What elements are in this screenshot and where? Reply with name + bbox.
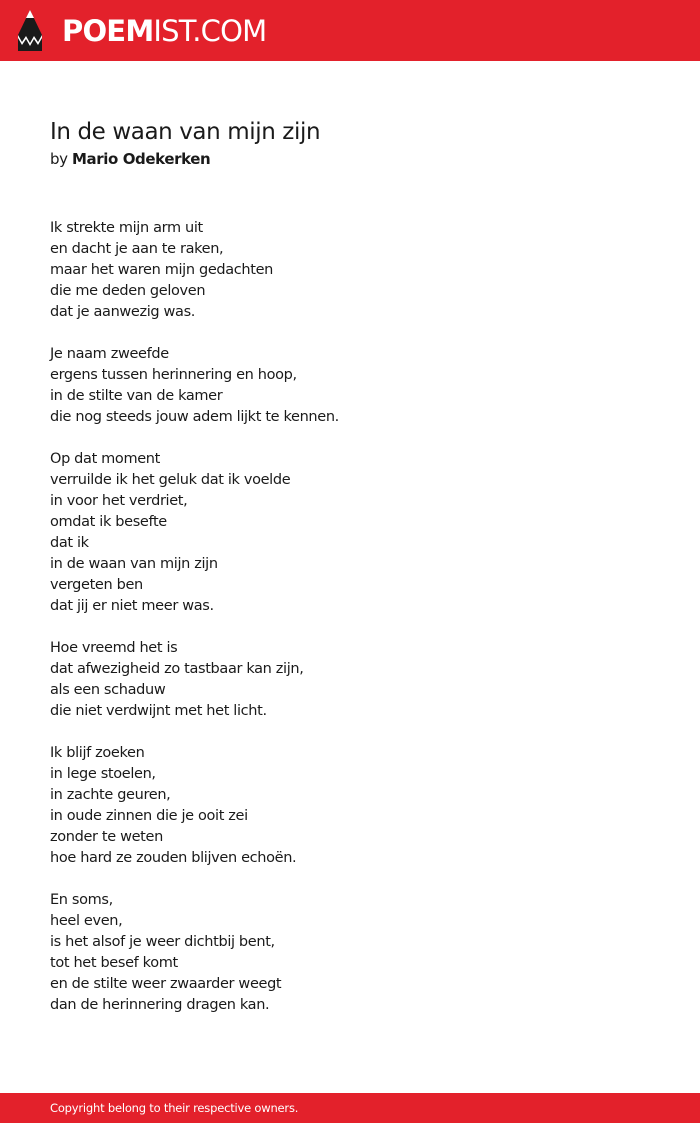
poem-stanza (50, 638, 650, 722)
poem-line: ergens tussen herinnering en hoop, (50, 367, 297, 383)
poem-line: zonder te weten (50, 829, 163, 845)
poem-line: in oude zinnen die je ooit zei (50, 808, 248, 824)
poem-line: en de stilte weer zwaarder weegt (50, 976, 282, 992)
site-logo[interactable] (62, 12, 266, 50)
poem-stanza (50, 218, 650, 323)
poem-line: maar het waren mijn gedachten (50, 262, 273, 278)
poem-line: is het alsof je weer dichtbij bent, (50, 934, 275, 950)
site-footer (0, 1093, 700, 1123)
poem-line: en dacht je aan te raken, (50, 241, 224, 257)
poem-line: die me deden geloven (50, 283, 206, 299)
poem-line: dan de herinnering dragen kan. (50, 997, 270, 1013)
poem-line: Ik blijf zoeken (50, 745, 145, 761)
poem-line: dat jij er niet meer was. (50, 598, 214, 614)
poem-body (50, 218, 650, 1037)
author-name: Mario Odekerken (71, 150, 211, 168)
poem-line: tot het besef komt (50, 955, 178, 971)
poem-line: Hoe vreemd het is (50, 640, 178, 656)
poem-line: vergeten ben (50, 577, 143, 593)
poem-line: in zachte geuren, (50, 787, 171, 803)
poem-line: die nog steeds jouw adem lijkt te kennen. (50, 409, 339, 425)
poem-line: Op dat moment (50, 451, 160, 467)
poem-stanza (50, 743, 650, 869)
poem-stanza (50, 449, 650, 617)
poem-line: in lege stoelen, (50, 766, 156, 782)
poem-line: als een schaduw (50, 682, 166, 698)
copyright-text: Copyright belong to their respective owners. (50, 1101, 299, 1115)
poem-line: omdat ik besefte (50, 514, 167, 530)
logo-bold-text: POEM (62, 14, 154, 48)
by-label: by (50, 150, 68, 168)
poem-line: verruilde ik het geluk dat ik voelde (50, 472, 291, 488)
pencil-tip-icon (17, 9, 43, 52)
poem-line: dat je aanwezig was. (50, 304, 196, 320)
poem-line: in de stilte van de kamer (50, 388, 223, 404)
poem-title: In de waan van mijn zijn (50, 119, 321, 145)
poem-stanza (50, 344, 650, 428)
poem-stanza (50, 890, 650, 1016)
poem-line: die niet verdwijnt met het licht. (50, 703, 267, 719)
poem-line: En soms, (50, 892, 113, 908)
poem-line: dat afwezigheid zo tastbaar kan zijn, (50, 661, 304, 677)
poem-line: dat ik (50, 535, 89, 551)
poem-line: heel even, (50, 913, 123, 929)
poem-line: Ik strekte mijn arm uit (50, 220, 203, 236)
byline (50, 148, 210, 170)
poem-line: in voor het verdriet, (50, 493, 188, 509)
site-header (0, 0, 700, 61)
poem-line: Je naam zweefde (50, 346, 169, 362)
logo-light-text: IST.COM (153, 14, 267, 48)
poem-line: hoe hard ze zouden blijven echoën. (50, 850, 297, 866)
poem-line: in de waan van mijn zijn (50, 556, 218, 572)
